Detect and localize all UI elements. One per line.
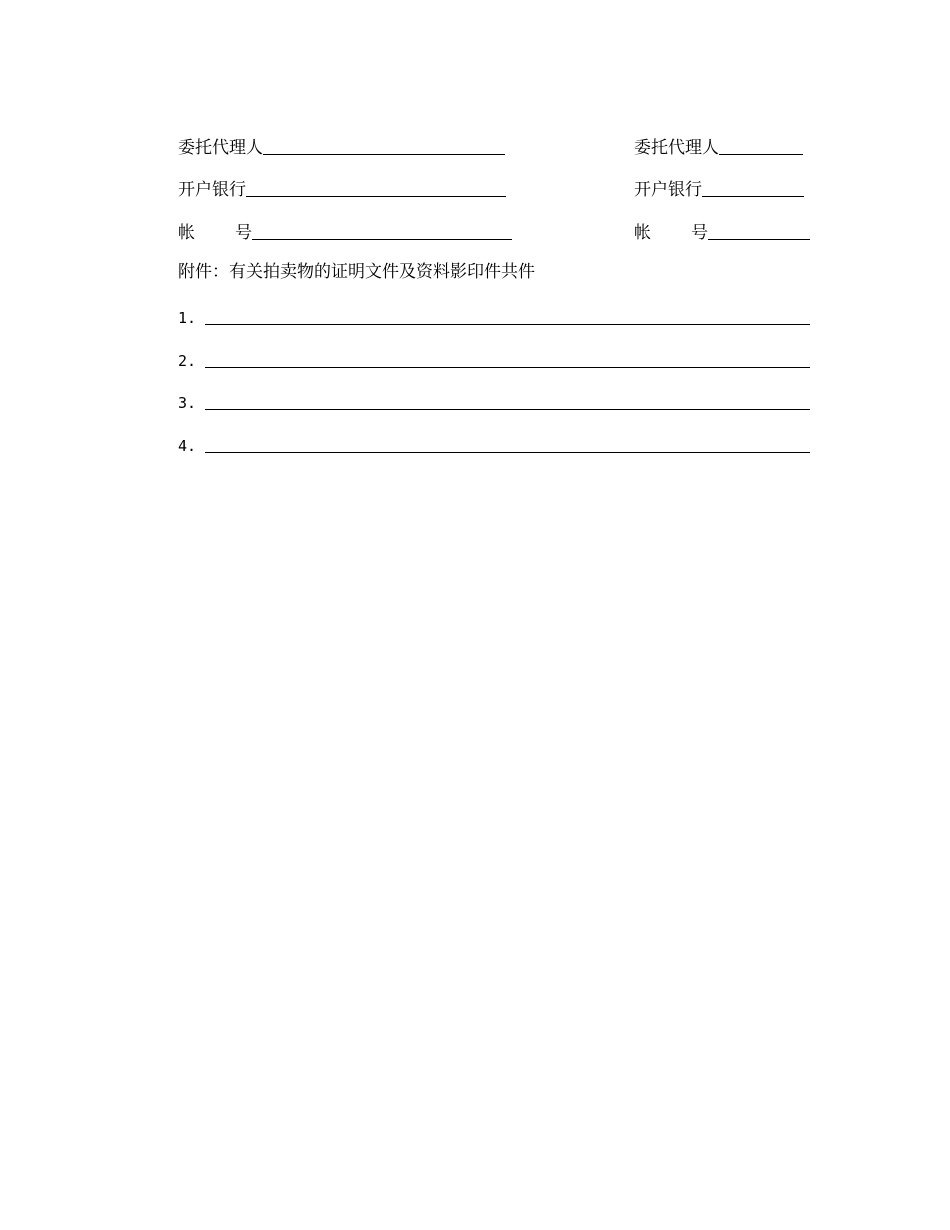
left-bank-field (178, 176, 506, 200)
attachment-row-1 (178, 304, 810, 328)
right-bank-line[interactable] (702, 196, 804, 197)
attachment-number: 4. (178, 437, 197, 455)
attachment-row-2 (178, 347, 810, 371)
attachment-line[interactable] (205, 324, 810, 325)
left-account-label-char2: 号 (235, 223, 252, 243)
attachment-row-4 (178, 432, 810, 456)
attachment-row-3 (178, 389, 810, 413)
left-agent-line[interactable] (263, 154, 505, 155)
left-account-field (178, 219, 512, 243)
right-account-label-char1: 帐 (634, 223, 651, 243)
left-agent-field (178, 134, 505, 158)
right-bank-field (634, 176, 804, 200)
left-account-line[interactable] (252, 239, 512, 240)
attachments-title: 附件：有关拍卖物的证明文件及资料影印件共件 (178, 262, 535, 282)
attachment-line[interactable] (205, 409, 810, 410)
left-agent-label: 委托代理人 (178, 138, 263, 158)
attachment-number: 2. (178, 352, 197, 370)
right-bank-label: 开户银行 (634, 180, 702, 200)
right-account-label-char2: 号 (691, 223, 708, 243)
right-agent-field (634, 134, 803, 158)
left-account-label-char1: 帐 (178, 223, 195, 243)
attachment-line[interactable] (205, 452, 810, 453)
left-bank-line[interactable] (246, 196, 506, 197)
right-account-label (634, 223, 708, 243)
right-agent-line[interactable] (719, 154, 803, 155)
right-agent-label: 委托代理人 (634, 138, 719, 158)
right-account-line[interactable] (708, 239, 810, 240)
left-bank-label: 开户银行 (178, 180, 246, 200)
attachment-line[interactable] (205, 367, 810, 368)
attachment-number: 3. (178, 394, 197, 412)
left-account-label (178, 223, 252, 243)
attachment-number: 1. (178, 309, 197, 327)
right-account-field (634, 219, 810, 243)
